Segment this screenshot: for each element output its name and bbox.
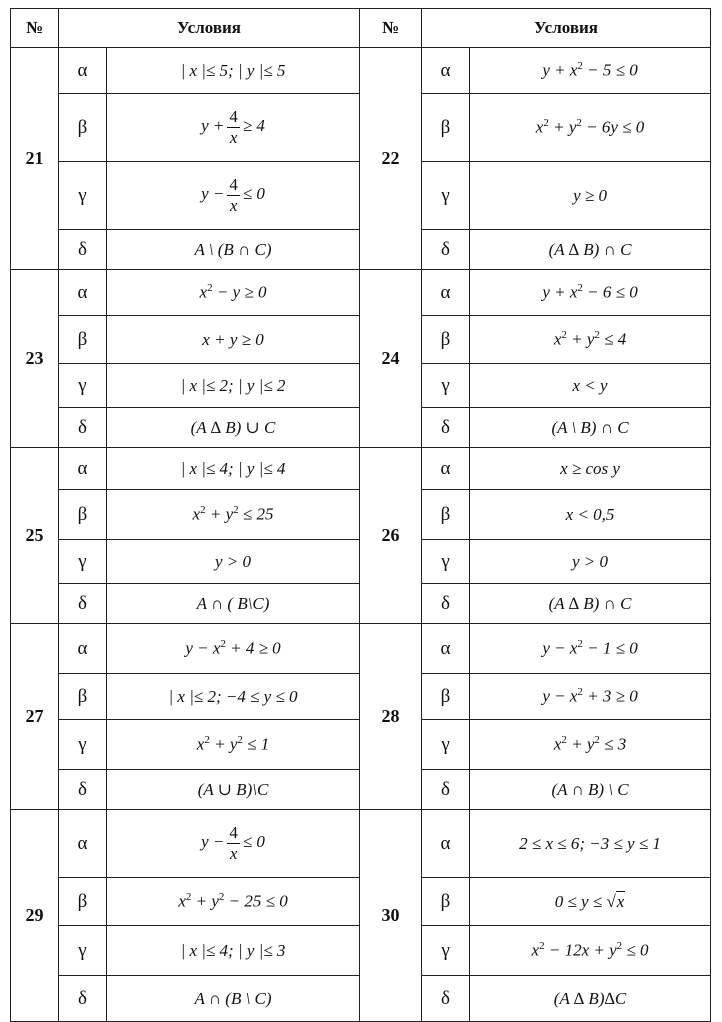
expr-prefix: 0 ≤ y ≤ [554,891,607,911]
condition-right: x ≥ cos y [470,448,711,490]
condition-right: $x^2 + y^2 \le 4$ [470,316,711,364]
greek-label-right: γ [422,926,470,976]
condition-left: A \ (B ∩ C) [107,230,360,270]
condition-right: y > 0 [470,540,711,584]
variant-number-right: 24 [360,270,422,448]
greek-label-right: γ [422,720,470,770]
conditions-table [10,8,711,1022]
condition-left: A ∩ (B \ C) [107,976,360,1022]
header-number-right: № [360,9,422,48]
condition-right: (A ∆ B) ∩ C [470,584,711,624]
condition-left [107,162,360,230]
header-number-left: № [11,9,59,48]
condition-right: y ≥ 0 [470,162,711,230]
greek-label-left: δ [59,230,107,270]
condition-left: $x^2 + y^2 - 25 \le 0$ [107,878,360,926]
greek-label-left: α [59,270,107,316]
greek-label-left: β [59,878,107,926]
header-conditions-right: Условия [422,9,711,48]
greek-label-right: δ [422,584,470,624]
greek-label-right: γ [422,162,470,230]
variant-number-left: 23 [11,270,59,448]
fraction-numerator: 4 [229,175,238,195]
condition-left: (A ∪ B)\C [107,770,360,810]
greek-label-right: α [422,448,470,490]
greek-label-left: α [59,810,107,878]
greek-label-right: α [422,270,470,316]
fraction-denominator: x [227,127,240,148]
header-conditions-left: Условия [59,9,360,48]
radicand: x [616,891,625,911]
greek-label-right: γ [422,364,470,408]
condition-right: $y - x^2 + 3 \ge 0$ [470,674,711,720]
variant-number-right: 22 [360,48,422,270]
expr-suffix: ≤ 0 [242,184,265,204]
fraction [227,823,240,863]
variant-number-left: 29 [11,810,59,1022]
greek-label-left: α [59,448,107,490]
table-row [11,624,711,674]
condition-left: (A ∆ B) ∪ C [107,408,360,448]
fraction-denominator: x [227,843,240,864]
condition-left: | x |≤ 4; | y |≤ 3 [107,926,360,976]
condition-left: | x |≤ 5; | y |≤ 5 [107,48,360,94]
greek-label-left: γ [59,540,107,584]
greek-label-right: β [422,94,470,162]
fraction-denominator: x [227,195,240,216]
condition-left: | x |≤ 4; | y |≤ 4 [107,448,360,490]
greek-label-left: β [59,674,107,720]
greek-label-right: δ [422,976,470,1022]
condition-right: 2 ≤ x ≤ 6; −3 ≤ y ≤ 1 [470,810,711,878]
greek-label-left: β [59,94,107,162]
greek-label-right: δ [422,770,470,810]
greek-label-right: γ [422,540,470,584]
table-row [11,48,711,94]
condition-right: $x^2 + y^2 - 6y \le 0$ [470,94,711,162]
condition-right: (A ∆ B) ∩ C [470,230,711,270]
greek-label-left: γ [59,720,107,770]
expr-suffix: ≥ 4 [242,116,265,136]
greek-label-left: δ [59,584,107,624]
header-row [11,9,711,48]
variant-number-left: 21 [11,48,59,270]
greek-label-left: δ [59,976,107,1022]
greek-label-left: γ [59,926,107,976]
condition-left: | x |≤ 2; −4 ≤ y ≤ 0 [107,674,360,720]
greek-label-left: δ [59,770,107,810]
variant-number-right: 26 [360,448,422,624]
condition-left [107,94,360,162]
condition-right: x < y [470,364,711,408]
greek-label-right: δ [422,230,470,270]
square-root [606,891,625,911]
greek-label-left: γ [59,162,107,230]
expr-suffix: ≤ 0 [242,832,265,852]
fraction-numerator: 4 [229,823,238,843]
greek-label-right: β [422,878,470,926]
greek-label-right: β [422,490,470,540]
variant-number-right: 30 [360,810,422,1022]
condition-left: x + y ≥ 0 [107,316,360,364]
greek-label-left: δ [59,408,107,448]
condition-right: x < 0,5 [470,490,711,540]
greek-label-left: β [59,316,107,364]
greek-label-left: α [59,48,107,94]
greek-label-left: β [59,490,107,540]
condition-right [470,878,711,926]
greek-label-right: α [422,624,470,674]
greek-label-left: α [59,624,107,674]
greek-label-right: α [422,810,470,878]
condition-right: (A ∩ B) \ C [470,770,711,810]
expr-prefix: y + [201,116,225,136]
fraction-numerator: 4 [229,107,238,127]
condition-right: (A \ B) ∩ C [470,408,711,448]
greek-label-right: δ [422,408,470,448]
condition-right: $x^2 - 12x + y^2 \le 0$ [470,926,711,976]
condition-left: A ∩ ( B\C) [107,584,360,624]
fraction [227,175,240,215]
condition-left: $x^2 + y^2 \le 25$ [107,490,360,540]
condition-right: $x^2 + y^2 \le 3$ [470,720,711,770]
variant-number-left: 25 [11,448,59,624]
expr-prefix: y − [201,832,225,852]
greek-label-right: β [422,316,470,364]
table-row [11,810,711,878]
condition-left: | x |≤ 2; | y |≤ 2 [107,364,360,408]
greek-label-left: γ [59,364,107,408]
greek-label-right: α [422,48,470,94]
condition-right: $y + x^2 - 6 \le 0$ [470,270,711,316]
condition-left: $y - x^2 + 4 \ge 0$ [107,624,360,674]
condition-left [107,810,360,878]
variant-number-left: 27 [11,624,59,810]
condition-left: $x^2 - y \ge 0$ [107,270,360,316]
table-row [11,270,711,316]
condition-right: $y - x^2 - 1 \le 0$ [470,624,711,674]
condition-right: (A ∆ B)∆C [470,976,711,1022]
condition-right: $y + x^2 - 5 \le 0$ [470,48,711,94]
radical-sign: √ [606,891,616,911]
condition-left: y > 0 [107,540,360,584]
greek-label-right: β [422,674,470,720]
table-row [11,448,711,490]
expr-prefix: y − [201,184,225,204]
condition-left: $x^2 + y^2 \le 1$ [107,720,360,770]
variant-number-right: 28 [360,624,422,810]
fraction [227,107,240,147]
